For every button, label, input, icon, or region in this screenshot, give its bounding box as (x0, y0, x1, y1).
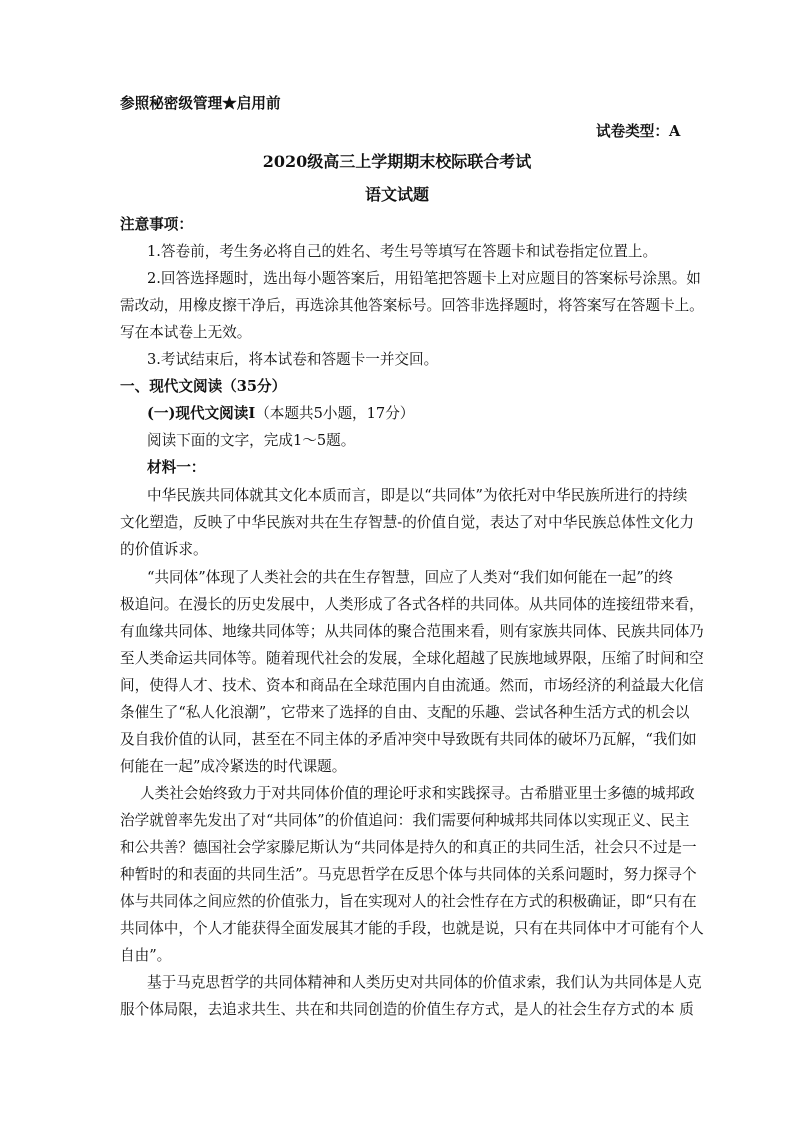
body-line: 何能在一起”成冷紧迭的时代课题。 (120, 758, 347, 775)
body-line: 治学就曾率先发出了对“共同体”的价值追问：我们需要何种城邦共同体以实现正义、民主 (120, 812, 690, 829)
subject-title: 语文试题 (364, 185, 429, 204)
reading-instruction: 阅读下面的文字，完成1～5题。 (147, 432, 356, 449)
note-line: 3.考试结束后，将本试卷和答题卡一并交回。 (147, 351, 439, 368)
body-line: 基于马克思哲学的共同体精神和人类历史对共同体的价值求索，我们认为共同体是人克 (147, 974, 702, 991)
body-line: 体与共同体之间应然的价值张力，旨在实现对人的社会性存在方式的积极确证，即“只有在 (120, 893, 697, 910)
body-line: 服个体局限，去追求共生、共在和共同创造的价值生存方式，是人的社会生存方式的本 质 (120, 1001, 694, 1018)
body-line: 自由”。 (120, 947, 172, 964)
body-line: 至人类命运共同体等。随着现代社会的发展，全球化超越了民族地域界限，压缩了时间和空 (120, 650, 704, 667)
note-line: 需改动，用橡皮擦干净后，再选涂其他答案标号。回答非选择题时，将答案写在答题卡上。 (120, 297, 704, 314)
body-line: 间，使得人才、技术、资本和商品在全球范围内自由流通。然而，市场经济的利益最大化信 (120, 677, 704, 694)
secret-level-label: 参照秘密级管理★启用前 (120, 95, 281, 112)
body-line: 条催生了“私人化浪潮”，它带来了选择的自由、支配的乐趣、尝试各种生活方式的机会以 (120, 704, 690, 721)
exam-title: 2020级高三上学期期末校际联合考试 (262, 152, 532, 171)
notes-heading: 注意事项： (120, 216, 193, 233)
body-line: 的价值诉求。 (120, 541, 208, 558)
subsection-detail: （本题共5小题，17分） (255, 405, 415, 422)
body-line: “共同体”体现了人类社会的共在生存智慧，回应了人类对“我们如何能在一起”的终 (147, 569, 674, 586)
body-line: 有血缘共同体、地缘共同体等；从共同体的聚合范围来看，则有家族共同体、民族共同体乃 (120, 623, 704, 640)
note-line: 1.答卷前，考生务必将自己的姓名、考生号等填写在答题卡和试卷指定位置上。 (147, 243, 658, 260)
subsection-heading (147, 404, 414, 424)
body-line: 共同体中，个人才能获得全面发展其才能的手段，也就是说，只有在共同体中才可能有个人 (120, 920, 704, 937)
note-line: 写在本试卷上无效。 (120, 324, 252, 341)
paper-type-label: 试卷类型：A (596, 123, 681, 140)
body-line: 人类社会始终致力于对共同体价值的理论吁求和实践探寻。古希腊亚里士多德的城邦政 (140, 785, 695, 802)
material-label: 材料一： (147, 459, 206, 476)
body-line: 和公共善？德国社会学家滕尼斯认为“共同体是持久的和真正的共同生活，社会只不过是一 (120, 839, 697, 856)
body-line: 中华民族共同体就其文化本质而言，即是以“共同体”为依托对中华民族所进行的持续 (147, 487, 688, 504)
section-heading: 一、现代文阅读（35分） (120, 378, 287, 395)
body-line: 及自我价值的认同，甚至在不同主体的矛盾冲突中导致既有共同体的破坏乃瓦解，“我们如 (120, 731, 697, 748)
body-line: 文化塑造，反映了中华民族对共在生存智慧-的价值自觉，表达了对中华民族总体性文化力 (120, 514, 695, 531)
subsection-title: (一)现代文阅读Ⅰ (147, 405, 256, 422)
note-line: 2.回答选择题时，选出每小题答案后，用铅笔把答题卡上对应题目的答案标号涂黑。如 (147, 270, 701, 287)
body-line: 种暂时的和表面的共同生活”。马克思哲学在反思个体与共同体的关系问题时，努力探寻个 (120, 866, 697, 883)
body-line: 极追问。在漫长的历史发展中，人类形成了各式各样的共同体。从共同体的连接纽带来看， (120, 596, 704, 613)
